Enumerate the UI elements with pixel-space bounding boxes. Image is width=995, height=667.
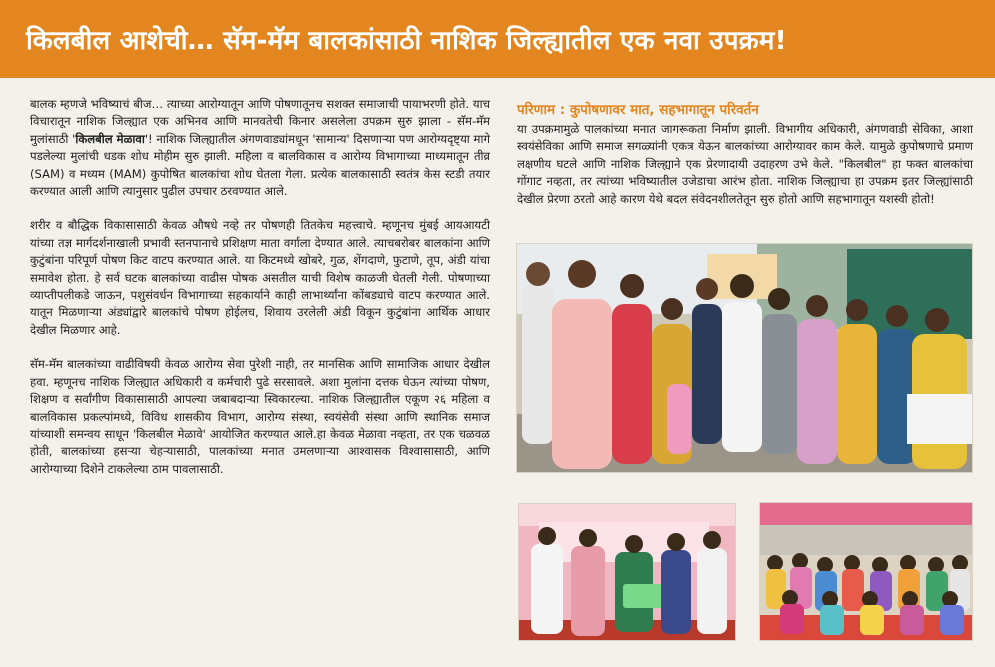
event-photo-audience <box>760 503 972 640</box>
paragraph-1-start: बालक म्हणजे भविष्याचं बीज… त्याच्या आरोग्यातून आणि पोषणातूनच सशक्त समाजाची पायाभरणी होते. याच विचारातून नाशिक जिल्ह्यात एक अभिनव आणि मानवतेची किनार असलेला उपक्रम सुरु झाला - सॅम-मॅम मुलांसाठी ' <box>30 97 490 146</box>
paragraph-1-end: '! नाशिक जिल्ह्यातील अंगणवाड्यांमधून 'सामान्य' दिसणाऱ्या पण आरोग्यदृष्ट्या मागे पडलेल्या मुलांची धडक शोध मोहीम सुरु झाली. महिला व बालविकास व आरोग्य विभागाच्या माध्यमातून तीव्र (SAM) व मध्यम (MAM) कुपोषित बालकांचा शोध घेतला गेला. प्रत्येक बालकासाठी स्वतंत्र केस स्टडी तयार करण्यात आली आणि त्यानुसार पुढील उपचार ठरवण्यात आले. <box>30 131 491 199</box>
result-heading: परिणाम : कुपोषणावर मात, सहभागातून परिवर्तन <box>517 102 759 118</box>
event-photo-audience-image <box>760 503 972 640</box>
page-title: किलबील आशेची… सॅम-मॅम बालकांसाठी नाशिक जिल्ह्यातील एक नवा उपक्रम! <box>26 26 787 56</box>
article-paragraph-2: शरीर व बौद्धिक विकासासाठी केवळ औषधे नव्हे तर पोषणही तितकेच महत्त्वाचे. म्हणूनच मुंबई आयआयटी यांच्या तज्ञ मार्गदर्शनाखाली प्रभावी स्तनपानाचे प्रशिक्षण माता वर्गाला देण्यात आले. त्याचबरोबर बालकांना आणि कुटुंबांना परिपूर्ण पोषण किट वाटप करण्यात आले. या किटमध्ये खोबरे, गुळ, शेंगदाणे, फुटाणे, तूप, अंडी यांचा समावेश होता. हे सर्व घटक बालकांच्या वाढीस पोषक असतील याची विशेष काळजी घेतली गेली. पोषणाच्या व्याप्तीपलीकडे जाऊन, पशुसंवर्धन विभागाच्या सहकार्याने काही लाभार्थ्यांना कोंबड्याचे वाटप करण्यात आले. यातून मिळणाऱ्या अंड्यांद्वारे बालकांचे पोषण होईलच, शिवाय उरलेली अंडी विकून कुटुंबांना आर्थिक आधार देखील मिळणार आहे. <box>30 218 490 337</box>
event-photo-kit-image <box>519 504 735 640</box>
left-article-column <box>30 96 490 495</box>
title-banner <box>0 0 995 78</box>
kilbil-melava-highlight: किलबील मेळावा <box>75 131 145 146</box>
event-photo-main <box>517 244 972 472</box>
article-paragraph-3: सॅम-मॅम बालकांच्या वाढीविषयी केवळ आरोग्य सेवा पुरेशी नाही, तर मानसिक आणि सामाजिक आधार देखील हवा. म्हणूनच नाशिक जिल्ह्यात अधिकारी व कर्मचारी पुढे सरसावले. अशा मुलांना दत्तक घेऊन त्यांच्या पोषण, शिक्षण व सर्वांगीण विकासासाठी आपल्या जबाबदाऱ्या स्विकारल्या. नाशिक जिल्ह्यातील एकूण २६ महिला व बालविकास प्रकल्पांमध्ये, विविध शासकीय विभाग, आरोग्य संस्था, स्वयंसेवी संस्था आणि स्थानिक समाज यांच्याशी समन्वय साधून 'किलबील मेळावे' आयोजित करण्यात आले.हा केवळ मेळावा नव्हता, तर एक चळवळ होती, बालकांच्या हसऱ्या चेहऱ्यासाठी, पालकांच्या मनात उमलणाऱ्या आश्वासक विश्वासासाठी, आणि आरोग्याच्या दिशेने टाकलेल्या ठाम पावलासाठी. <box>30 357 490 476</box>
article-paragraph-1 <box>30 96 490 200</box>
result-paragraph: या उपक्रमामुळे पालकांच्या मनात जागरूकता निर्माण झाली. विभागीय अधिकारी, अंगणवाडी सेविका, आशा स्वयंसेविका आणि समाज सगळ्यांनी एकत्र येऊन बालकांच्या आरोग्यावर काम केले. यामुळे कुपोषणाचे प्रमाण लक्षणीय घटले आणि नाशिक जिल्ह्याने एक प्रेरणादायी उदाहरण उभे केले. "किलबील" हा फक्त बालकांचा गोंगाट नव्हता, तर त्यांच्या भविष्यातील उजेडाचा आरंभ होता. नाशिक जिल्ह्याचा हा उपक्रम इतर जिल्ह्यांसाठी देखील प्रेरणा ठरतो आहे कारण येथे बदल संवेदनशीलतेतून सुरु होतो आणि सहभागातून यशस्वी होतो! <box>517 122 973 206</box>
event-photo-kit-distribution <box>519 504 735 640</box>
event-photo-main-image <box>517 244 972 472</box>
